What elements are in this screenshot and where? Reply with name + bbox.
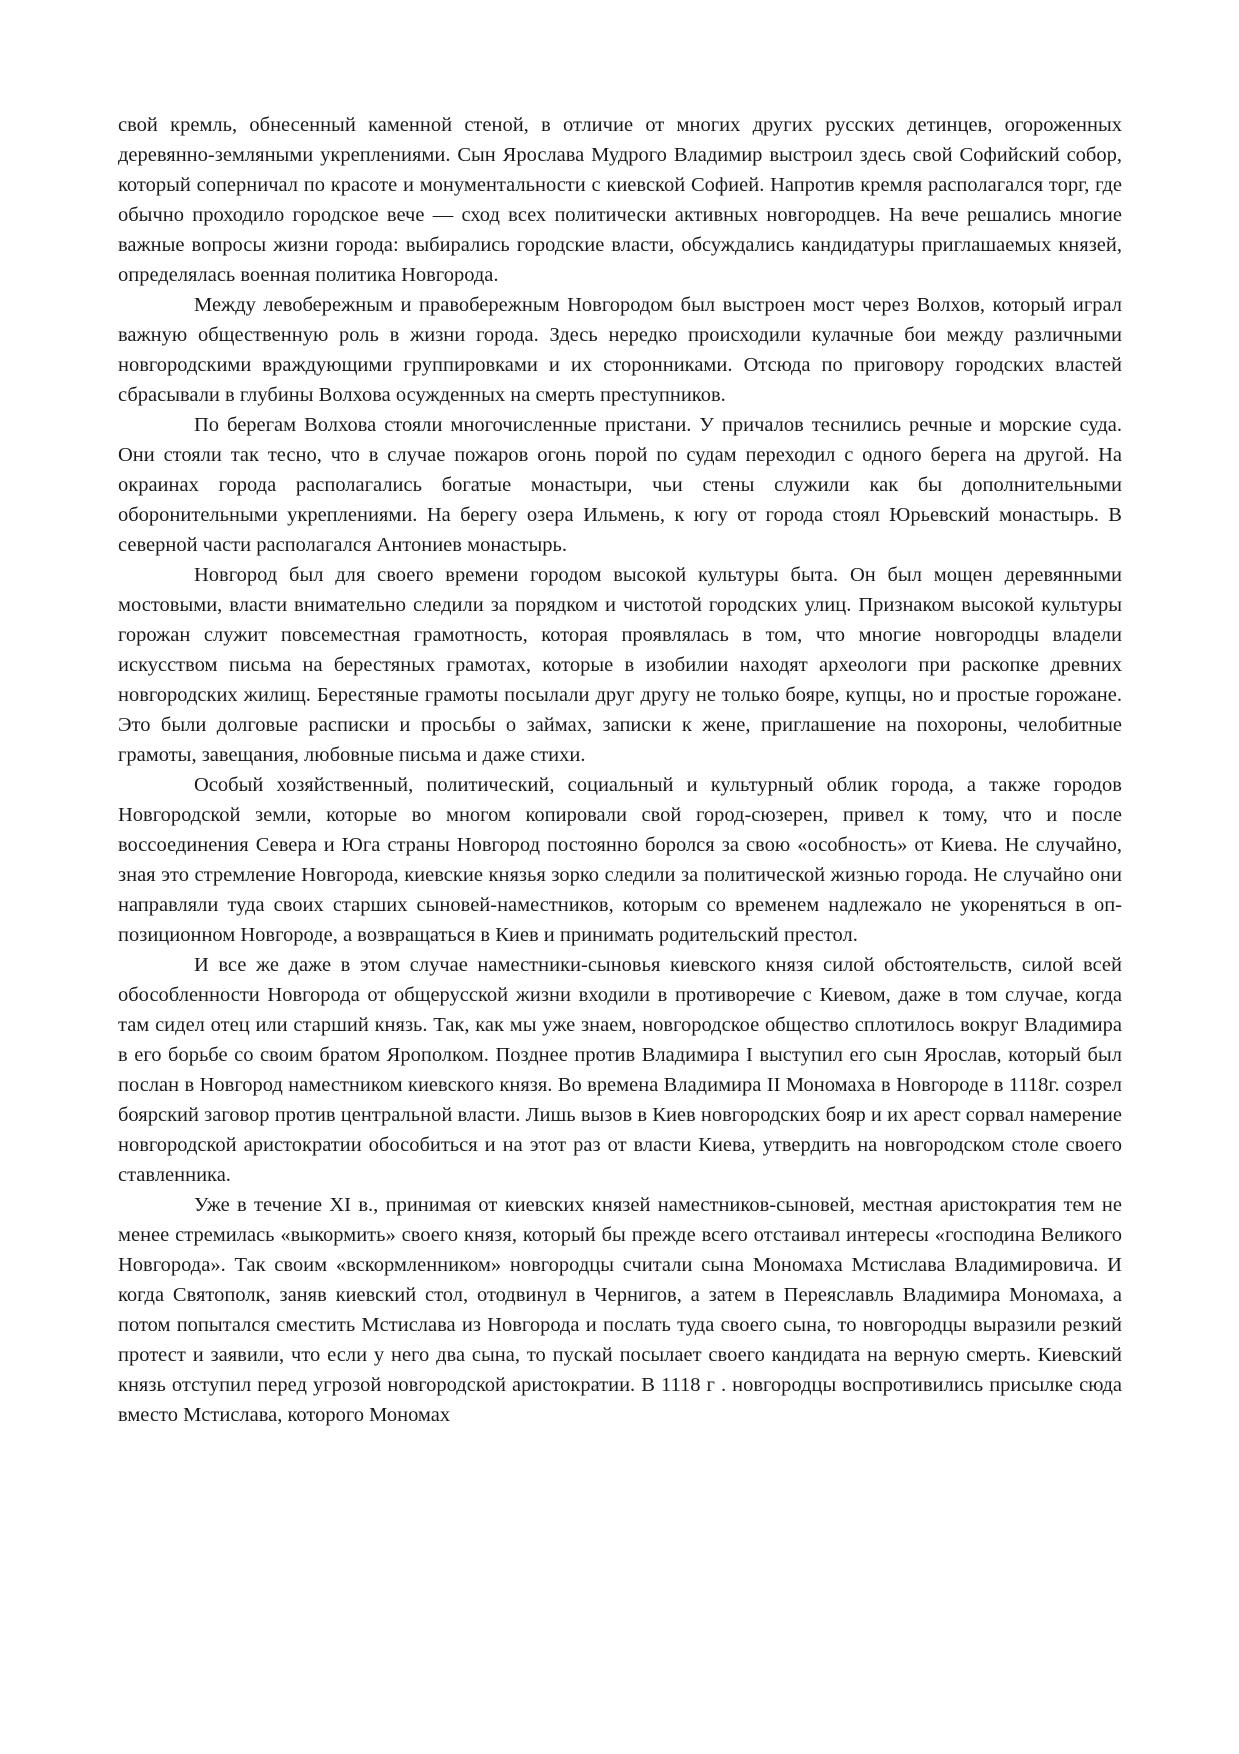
paragraph-6: И все же даже в этом случае наместники-сыновья киевского князя силой обстоятельств, силой всей обособленности Новгорода от общерусской жизни входили в противоречие с Киевом, даже в том случае, когда там сидел отец или старший князь. Так, как мы уже знаем, новгородское общество сплотилось вокруг Владимира в его борьбе со своим братом Ярополком. Позднее против Владимира I выступил его сын Ярослав, который был послан в Новгород наместником киевского князя. Во времена Владимира II Мономаха в Новгороде в 1118г. созрел боярский заговор против центральной власти. Лишь вызов в Киев новгородских бояр и их арест сорвал намерение новгородской аристократии обособиться и на этот раз от власти Киева, утвердить на новгородском столе своего ставленника. [118, 954, 1122, 1186]
paragraph-4: Новгород был для своего времени городом высокой культуры быта. Он был мощен деревянными мостовыми, власти внимательно следили за порядком и чистотой городских улиц. Признаком высокой культуры горожан служит повсеместная грамотность, которая проявлялась в том, что многие новгородцы владели искусством письма на берестяных грамотах, которые в изобилии находят археологи при раскопке древних новгородских жилищ. Берестяные грамоты посылали друг другу не только бояре, купцы, но и простые горожане. Это были долговые расписки и просьбы о займах, записки к жене, приглашение на похороны, челобитные грамоты, завещания, любовные письма и даже стихи. [118, 564, 1122, 766]
document-page [118, 110, 1122, 1430]
paragraph-1: свой кремль, обнесенный каменной стеной, в отличие от многих других русских детинцев, огороженных деревянно-земляными укреплениями. Сын Ярослава Мудрого Владимир выстроил здесь свой Софийский собор, который соперничал по красоте и монументальности с киевской Софией. Напротив кремля располагался торг, где обычно проходило городское вече — сход всех политически активных новгородцев. На вече решались многие важные вопросы жизни города: выбирались городские власти, обсуждались кандидатуры приглашаемых князей, определялась военная политика Новгорода. [118, 114, 1122, 286]
paragraph-7: Уже в течение XI в., принимая от киевских князей наместников-сыновей, местная аристократия тем не менее стремилась «выкормить» своего князя, который бы прежде всего отстаивал интересы «господина Великого Новгорода». Так своим «вскормленником» новгородцы считали сына Мономаха Мстислава Владимировича. И когда Святополк, заняв киевский стол, отодвинул в Чернигов, а затем в Переяславль Владимира Мономаха, а потом попытался сместить Мстислава из Новгорода и послать туда своего сына, то новгородцы выразили резкий протест и заявили, что если у него два сына, то пускай посылает своего кандидата на верную смерть. Киевский князь отступил перед угрозой новгородской аристократии. В 1118 г . новгородцы воспротивились присылке сюда вместо Мстислава, которого Мономах [118, 1194, 1122, 1426]
paragraph-5: Особый хозяйственный, политический, социальный и культурный облик города, а также городов Новгородской земли, которые во многом копировали свой город-сюзерен, привел к тому, что и после воссоединения Севера и Юга страны Новгород постоянно боролся за свою «особность» от Киева. Не случайно, зная это стремление Новгорода, киевские князья зорко следили за политической жизнью города. Не случайно они направляли туда своих старших сыновей-наместников, которым со временем надлежало не укореняться в оппозиционном Новгороде, а возвращаться в Киев и принимать родительский престол. [118, 774, 1122, 946]
paragraph-3: По берегам Волхова стояли многочисленные пристани. У причалов теснились речные и морские суда. Они стояли так тесно, что в случае пожаров огонь порой по судам переходил с одного берега на другой. На окраинах города располагались богатые монастыри, чьи стены служили как бы дополнительными оборонительными укреплениями. На берегу озера Ильмень, к югу от города стоял Юрьевский монастырь. В северной части располагался Антониев монастырь. [118, 414, 1122, 556]
paragraph-2: Между левобережным и правобережным Новгородом был выстроен мост через Волхов, который играл важную общественную роль в жизни города. Здесь нередко происходили кулачные бои между различными новгородскими враждующими группировками и их сторонниками. Отсюда по приговору городских властей сбрасывали в глубины Волхова осужденных на смерть преступников. [118, 294, 1122, 406]
